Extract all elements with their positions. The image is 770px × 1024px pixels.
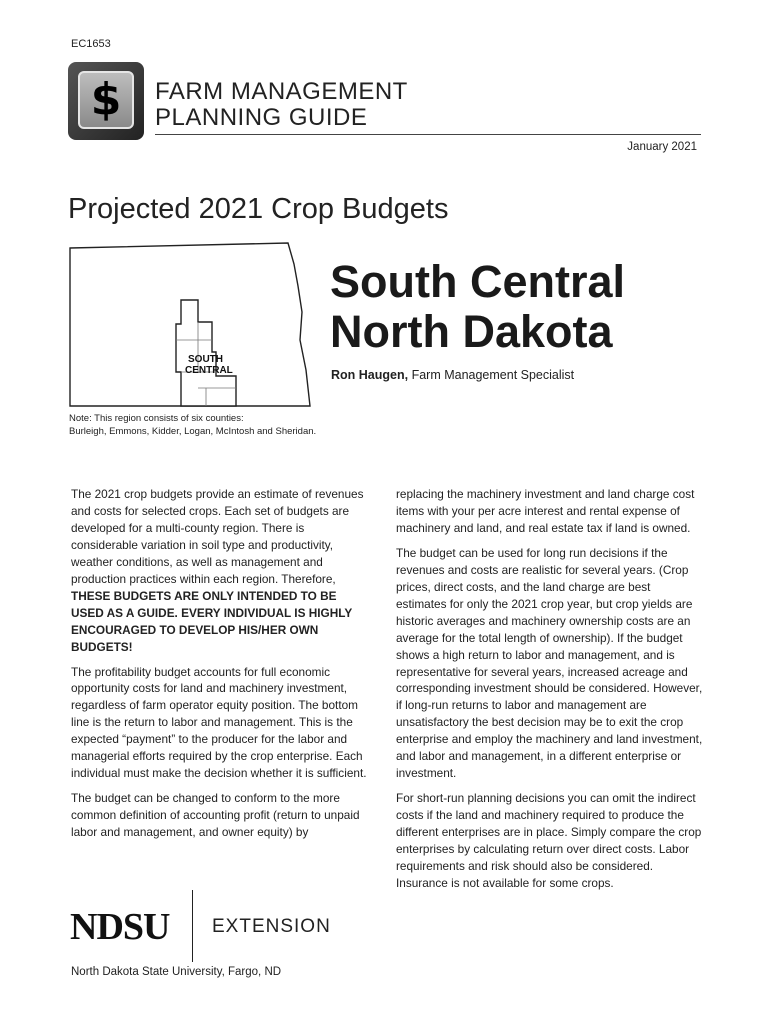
header-rule — [155, 134, 701, 135]
paragraph — [71, 486, 371, 656]
paragraph: For short-run planning decisions you can omit the indirect costs if the land and machinery required to produce the different enterprises are in place. Simply compare the crop enterprises by calculating return over direct costs. Labor requirements and risk should also be considered. Insurance is not available for some crops. — [396, 791, 702, 890]
paragraph: The profitability budget accounts for full economic opportunity costs for land and machinery investment, regardless of farm operator equity position. The bottom line is the return to labor and management. This is the expected “payment” to the producer for the labor and managerial efforts required by the crop enterprise. Each individual must make the decision whether it is sufficient. — [71, 664, 367, 781]
publication-date: January 2021 — [627, 141, 697, 153]
region-title-line1: South Central — [330, 256, 626, 307]
guide-warning: THESE BUDGETS ARE ONLY INTENDED TO BE USED AS A GUIDE. EVERY INDIVIDUAL IS HIGHLY ENCOURAGED TO DEVELOP HIS/HER OWN BUDGETS! — [71, 588, 352, 654]
author-name: Ron Haugen, — [331, 368, 409, 382]
region-title-line2: North Dakota — [330, 306, 613, 357]
publication-code: EC1653 — [71, 38, 111, 50]
paragraph-text: The 2021 crop budgets provide an estimate of revenues and costs for selected crops. Each set of budgets are developed for a multi-county region. There is considerable variation in soil type and productivity, weather conditions, as well as management and production practices within each region. Therefore, — [71, 487, 364, 586]
footer-university: North Dakota State University, Fargo, ND — [71, 966, 282, 978]
region-label-line1: SOUTH — [188, 354, 223, 365]
author-role: Farm Management Specialist — [408, 368, 575, 382]
guide-title-line2: PLANNING GUIDE — [155, 104, 368, 131]
body-column-left — [71, 486, 371, 849]
north-dakota-map — [66, 240, 336, 412]
body-column-right — [396, 486, 704, 900]
logo-divider — [192, 890, 193, 962]
extension-label: EXTENSION — [212, 916, 331, 937]
paragraph: The budget can be used for long run decisions if the revenues and costs are realistic for several years. (Crop prices, direct costs, and the land charge are best estimates for only the 2021 crop year, but crop yields are historic averages and machinery ownership costs are an average for the total length of ownership). If the budget shows a high return to labor and management, and is representative for several years, increased acreage and corresponding investment should be considered. However, if long-run returns to labor and management are unsatisfactory the best decision may be to exit the crop enterprise and employ the machinery and land investment, and labor and management, in a different enterprise or investment. — [396, 545, 703, 781]
paragraph: The budget can be changed to conform to the more common definition of accounting profit (return to unpaid labor and management, and owner equity) by — [71, 791, 360, 840]
region-label-line2: CENTRAL — [185, 365, 233, 376]
dollar-sign: $ — [90, 74, 122, 125]
document-subtitle: Projected 2021 Crop Budgets — [68, 193, 449, 225]
paragraph: replacing the machinery investment and land charge cost items with your per acre interest and rental expense of machinery and land, and real estate tax if land is owned. — [396, 487, 695, 535]
region-note-line1: Note: This region consists of six counties: — [69, 413, 244, 424]
guide-title-line1: FARM MANAGEMENT — [155, 78, 408, 105]
author-line — [331, 368, 574, 382]
region-note-line2: Burleigh, Emmons, Kidder, Logan, McIntosh and Sheridan. — [69, 426, 317, 437]
ndsu-logo: NDSU — [70, 906, 170, 948]
